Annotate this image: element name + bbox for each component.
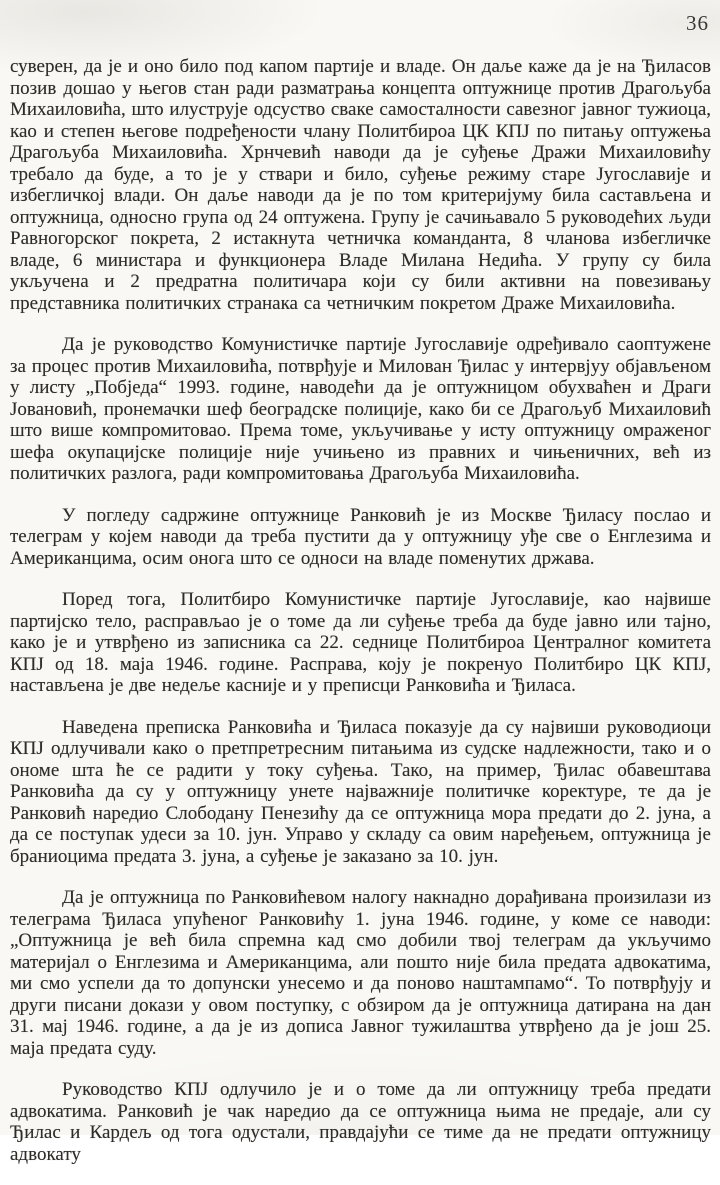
paragraph: Руководство КПЈ одлучило је и о томе да ли оптужницу треба предати адвокатима. Ранковић је чак наредио да се оптужница њима не предаје, али су Ђилас и Кардељ од тога одустали, правдајући се тиме да не предати оптужницу адвокату <box>10 1079 711 1165</box>
paragraph: Наведена преписка Ранковића и Ђиласа показује да су највиши руководиоци КПЈ одлучивали како о претпретресним питањима из судске надлежности, тако и о ономе шта ће се радити у току суђења. Тако, на пример, Ђилас обавештава Ранковића да су у оптужницу унете најважније политичке коректуре, те да је Ранковић наредио Слободану Пенезићу да се оптужница мора предати до 2. јуна, а да се поступак удеси за 10. јун. Управо у складу са овим наређењем, оптужница је браниоцима предата 3. јуна, а суђење је заказано за 10. јун. <box>10 716 711 867</box>
paragraph: Да је руководство Комунистичке партије Југославије одређивало саоптужене за процес против Михаиловића, потврђује и Милован Ђилас у интервјуу објављеном у листу „Побједа“ 1993. године, наводећи да је оптужницом обухваћен и Драги Јовановић, пронемачки шеф београдске полиције, како би се Драгољуб Михаиловић што више компромитовао. Према томе, укључивање у исту оптужницу омраженог шефа окупацијске полиције није учињено из правних и чињеничних, већ из политичких разлога, ради компромитовања Драгољуба Михаиловића. <box>10 334 711 484</box>
page-body <box>10 56 711 1185</box>
paragraph: Поред тога, Политбиро Комунистичке партије Југославије, као највише партијско тело, расправљао је о томе да ли суђење треба да буде јавно или тајно, како је и утврђено из записника са 22. седнице Политбироа Централног комитета КПЈ од 18. маја 1946. године. Расправа, коју је покренуо Политбиро ЦК КПЈ, настављена је две недеље касније и у преписци Ранковића и Ђиласа. <box>10 589 711 696</box>
paragraph: У погледу садржине оптужнице Ранковић је из Москве Ђиласу послао и телеграм у којем наводи да треба пустити да у оптужницу уђе све о Енглезима и Американцима, осим онога што се односи на владе поменутих држава. <box>10 504 711 569</box>
paragraph: Да је оптужница по Ранковићевом налогу накнадно дорађивана произилази из телеграма Ђиласа упућеног Ранковићу 1. јуна 1946. године, у коме се наводи: „Оптужница је већ била спремна кад смо добили твој телеграм да укључимо материјал о Енглезима и Американцима, али пошто није била предата адвокатима, ми смо успели да то допунски унесемо и да поново наштампамо“. То потврђују и други писани докази у овом поступку, с обзиром да је оптужница датирана на дан 31. мај 1946. године, а да је из дописа Јавног тужилаштва утврђено да је још 25. маја предата суду. <box>10 887 711 1059</box>
page-number: 36 <box>686 11 709 35</box>
paragraph: суверен, да је и оно било под капом партије и владе. Он даље каже да је на Ђиласов позив дошао у његов стан ради разматрања концепта оптужнице против Драгољуба Михаиловића, што илуструје одсуство сваке самосталности савезног јавног тужиоца, као и степен његове подређености члану Политбироа ЦК КПЈ по питању оптужења Драгољуба Михаиловића. Хрнчевић наводи да је суђење Дражи Михаиловићу требало да буде, а то је у ствари и било, суђење режиму старе Југославије и избегличкој влади. Он даље наводи да је по том критеријуму била састављена и оптужница, односно група од 24 оптужена. Групу је сачињавало 5 руководећих људи Равногорског покрета, 2 истакнута четничка команданта, 8 чланова избегличке владе, 6 министара и функционера Владе Милана Недића. У групу су била укључена и 2 предратна политичара који су били активни на повезивању представника политичких странака са четничким покретом Драже Михаиловића. <box>10 56 712 314</box>
